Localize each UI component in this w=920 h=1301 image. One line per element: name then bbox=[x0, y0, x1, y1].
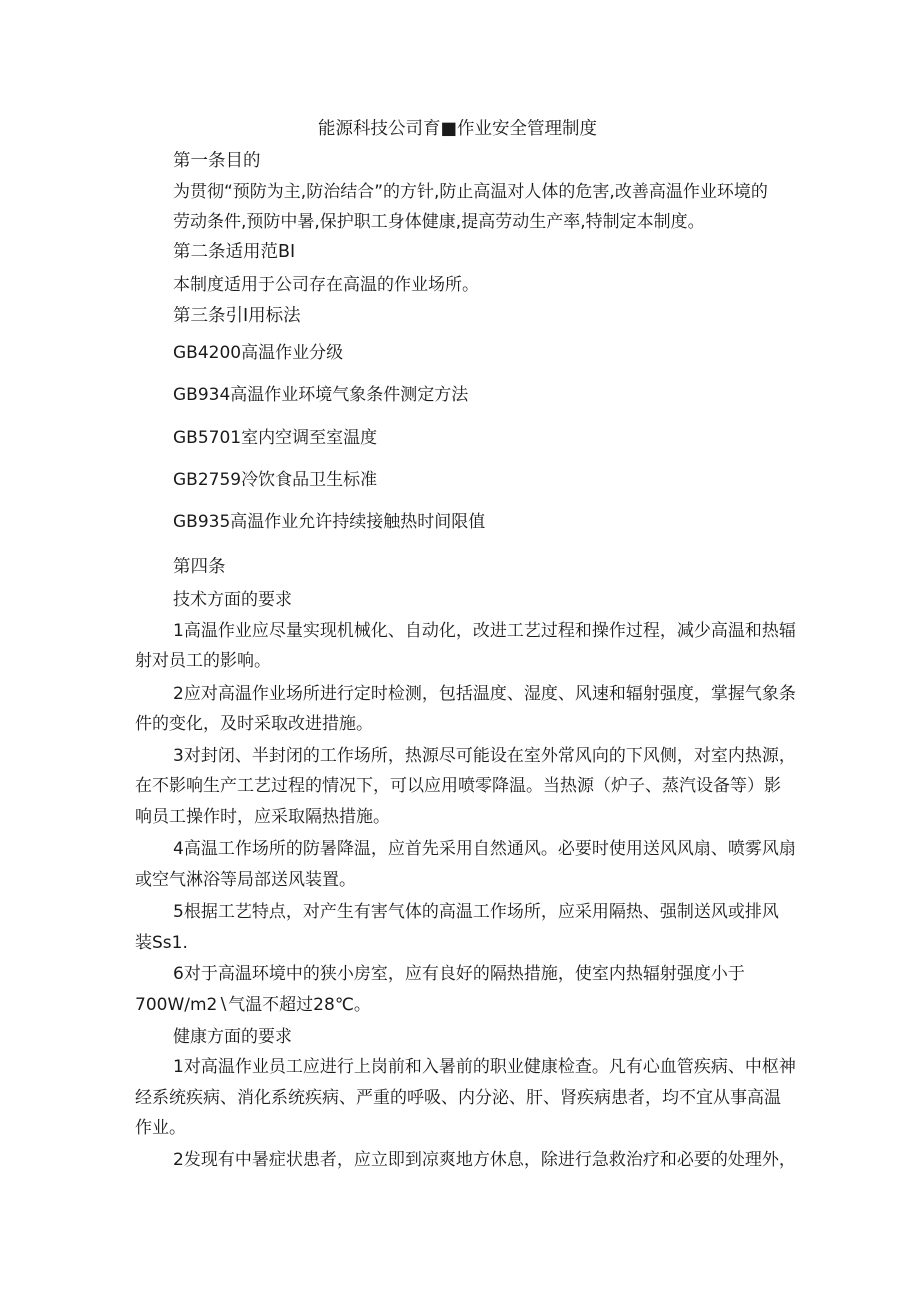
technical-item-line: 1高温作业应尽量实现机械化、自动化，改进工艺过程和操作过程，减少高温和热辐 bbox=[173, 621, 796, 641]
health-item-line: 2发现有中暑症状患者，应立即到凉爽地方休息，除进行急救治疗和必要的处理外， bbox=[173, 1150, 796, 1170]
standard-item: GB2759冷饮食品卫生标准 bbox=[173, 470, 378, 490]
article2-line: 本制度适用于公司存在高温的作业场所。 bbox=[173, 275, 479, 295]
article3-heading: 第三条引I用标法 bbox=[173, 306, 301, 326]
health-item-line: 经系统疾病、消化系统疾病、严重的呼吸、内分泌、肝、肾疾病患者，均不宜从事高温 bbox=[135, 1088, 781, 1108]
article1-heading: 第一条目的 bbox=[173, 151, 261, 171]
standard-item: GB4200高温作业分级 bbox=[173, 343, 344, 363]
health-heading: 健康方面的要求 bbox=[173, 1027, 292, 1047]
technical-item-line: 在不影响生产工艺过程的情况下，可以应用喷零降温。当热源（炉子、蒸汽设备等）影 bbox=[135, 776, 781, 796]
technical-item-line: 装Ss1. bbox=[135, 933, 188, 953]
technical-heading: 技术方面的要求 bbox=[173, 590, 292, 610]
technical-item-line: 3对封闭、半封闭的工作场所，热源尽可能设在室外常风向的下风侧，对室内热源， bbox=[173, 746, 796, 766]
standard-item: GB934高温作业环境气象条件测定方法 bbox=[173, 385, 469, 405]
article4-heading: 第四条 bbox=[173, 557, 226, 577]
technical-item-line: 5根据工艺特点，对产生有害气体的高温工作场所，应采用隔热、强制送风或排风 bbox=[173, 902, 779, 922]
standard-item: GB935高温作业允许持续接触热时间限值 bbox=[173, 512, 486, 532]
technical-item-line: 2应对高温作业场所进行定时检测，包括温度、湿度、风速和辐射强度，掌握气象条 bbox=[173, 684, 796, 704]
technical-item-line: 700W∕m2∖气温不超过28℃。 bbox=[135, 995, 371, 1015]
article2-heading: 第二条适用范BI bbox=[173, 242, 296, 262]
health-item-line: 1对高温作业员工应进行上岗前和入暑前的职业健康检查。凡有心血管疾病、中枢神 bbox=[173, 1057, 796, 1077]
technical-item-line: 4高温工作场所的防暑降温，应首先采用自然通风。必要时使用送风风扇、喷雾风扇 bbox=[173, 839, 796, 859]
standard-item: GB5701室内空调至室温度 bbox=[173, 428, 378, 448]
technical-item-line: 射对员工的影响。 bbox=[135, 651, 271, 671]
technical-item-line: 件的变化，及时采取改进措施。 bbox=[135, 714, 373, 734]
health-item-line: 作业。 bbox=[135, 1118, 186, 1138]
technical-item-line: 或空气淋浴等局部送风装置。 bbox=[135, 870, 356, 890]
article1-line: 为贯彻“预防为主,防治结合”的方针,防止高温对人体的危害,改善高温作业环境的 bbox=[173, 182, 768, 202]
technical-item-line: 6对于高温环境中的狭小房室，应有良好的隔热措施，使室内热辐射强度小于 bbox=[173, 964, 745, 984]
article1-line: 劳动条件,预防中暑,保护职工身体健康,提高劳动生产率,特制定本制度。 bbox=[173, 212, 705, 232]
page-title: 能源科技公司育■作业安全管理制度 bbox=[318, 119, 598, 139]
technical-item-line: 响员工操作时，应采取隔热措施。 bbox=[135, 807, 390, 827]
